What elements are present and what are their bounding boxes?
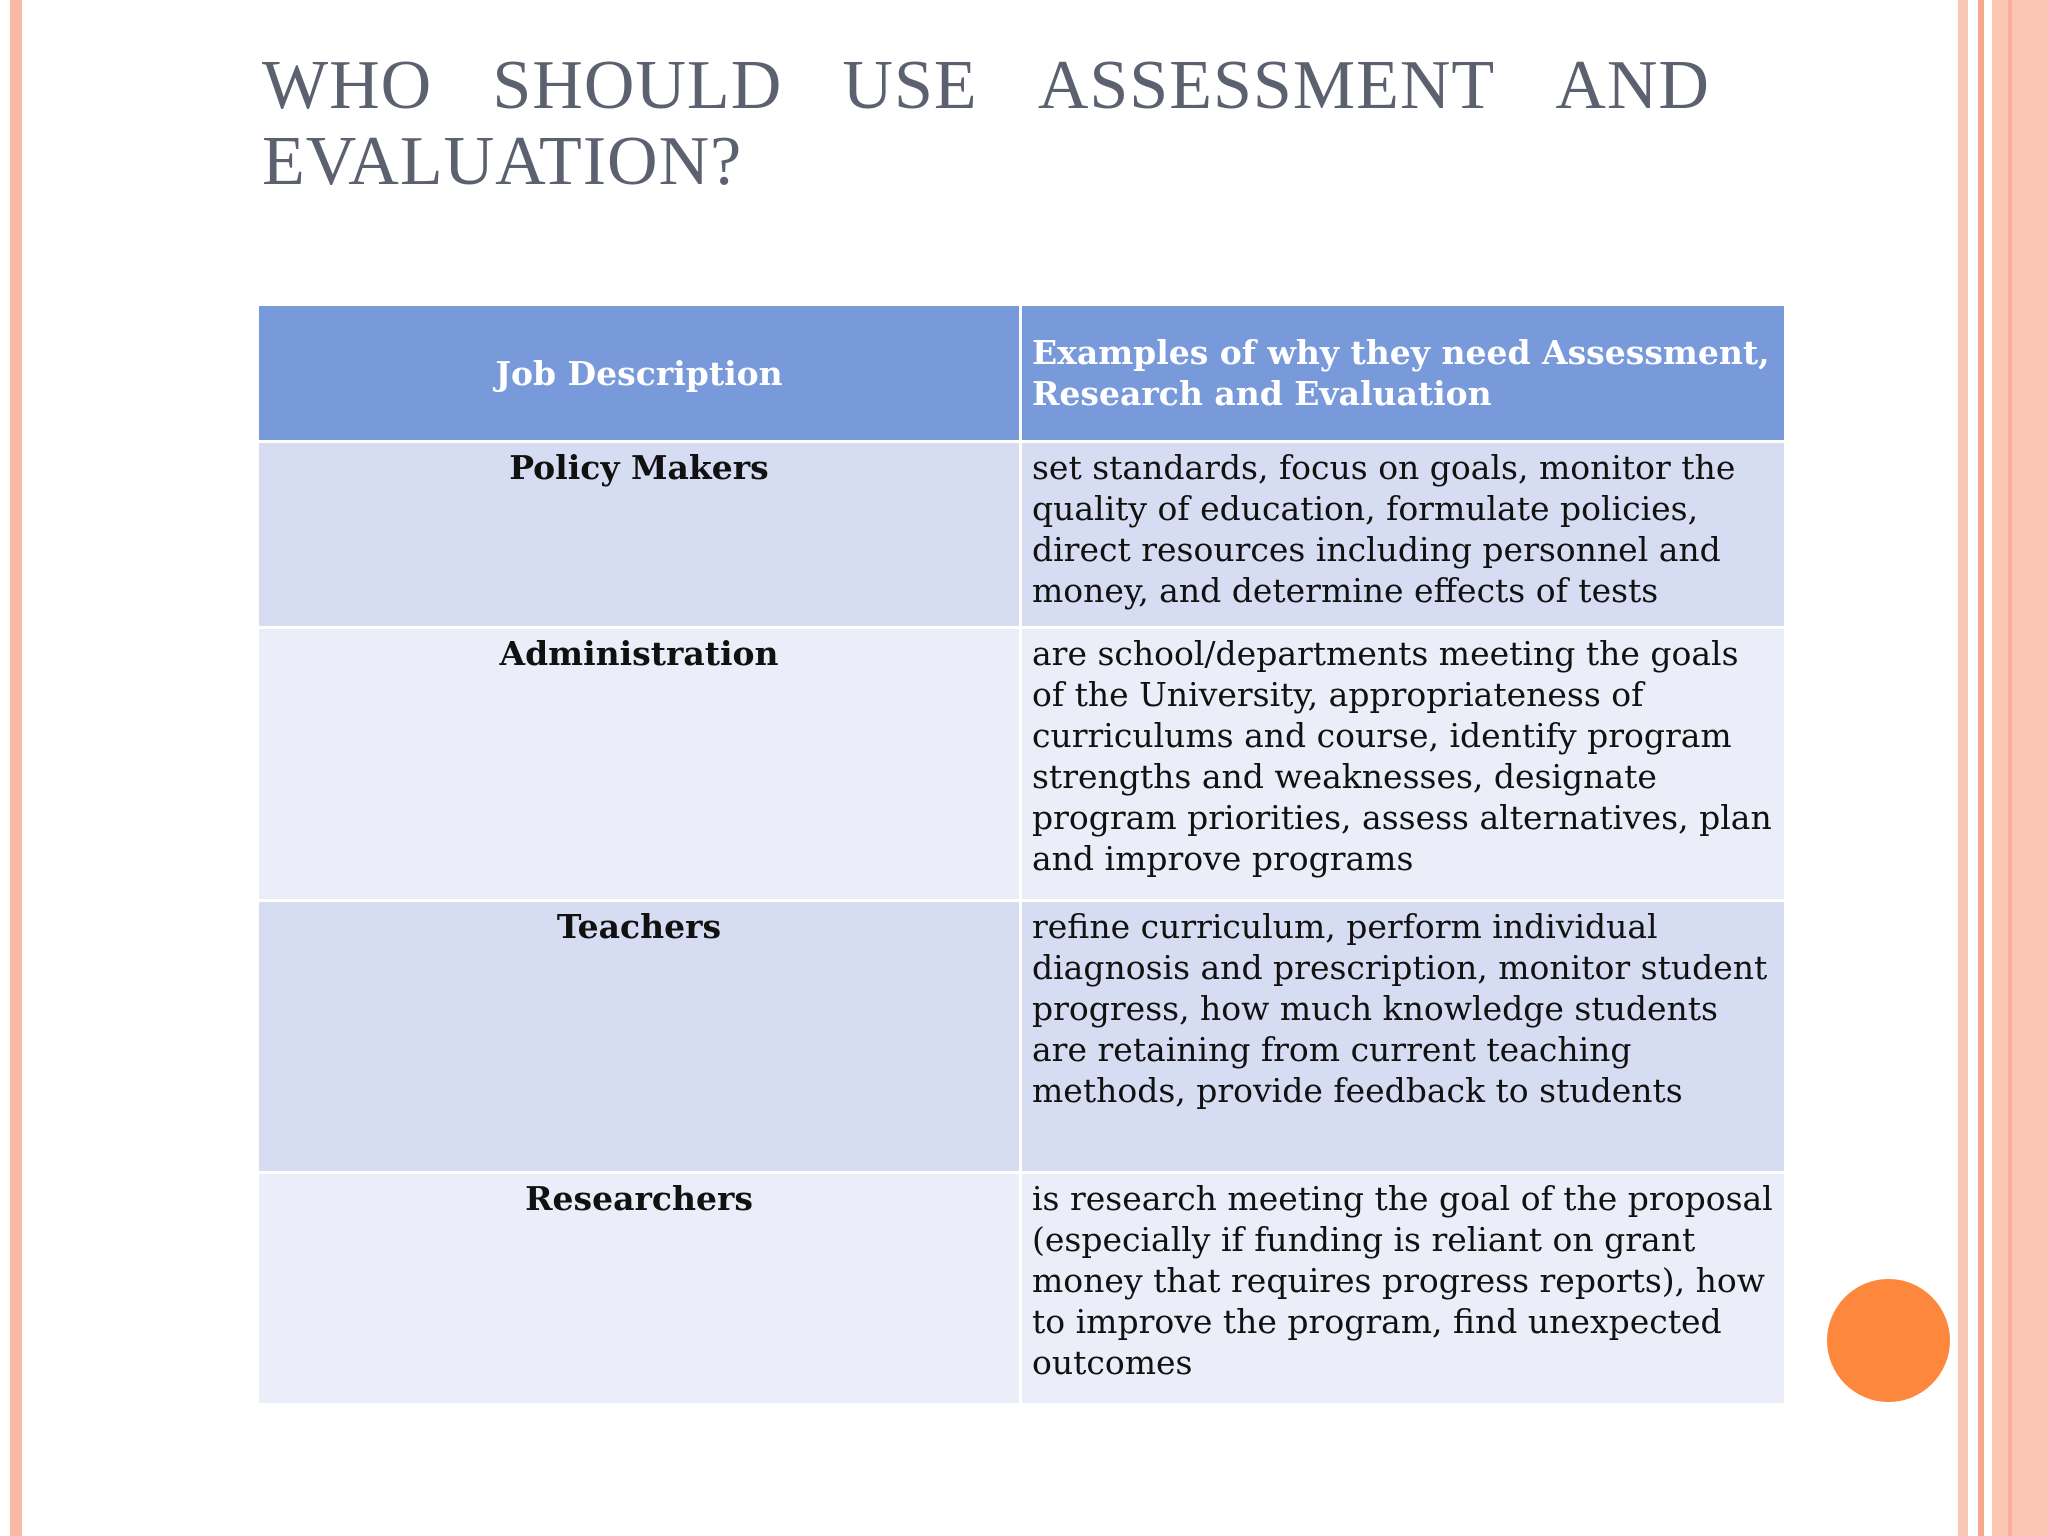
- title-word: WHO: [262, 47, 433, 124]
- right-accent-bar: [1978, 0, 1984, 1536]
- table-header-row: [259, 306, 1784, 440]
- description-cell: is research meeting the goal of the proposal (especially if funding is reliant on grant money that requires progress reports), how to improve the program, find unexpected outcomes: [1022, 1174, 1784, 1403]
- table-row: [259, 1174, 1784, 1403]
- slide-title-line-2: EVALUATION?: [262, 123, 743, 200]
- right-accent-bar: [2008, 0, 2012, 1536]
- role-cell: Policy Makers: [259, 443, 1019, 626]
- role-cell: Administration: [259, 629, 1019, 899]
- right-accent-bar: [1992, 0, 2048, 1536]
- header-examples: Examples of why they need Assessment, Research and Evaluation: [1022, 306, 1784, 440]
- description-cell: refine curriculum, perform individual diagnosis and prescription, monitor student progress, how much knowledge students are retaining from current teaching methods, provide feedback to students: [1022, 902, 1784, 1171]
- description-cell: set standards, focus on goals, monitor the quality of education, formulate policies, direct resources including personnel and money, and determine effects of tests: [1022, 443, 1784, 626]
- slide-title: [262, 48, 1710, 200]
- left-accent-stripe: [10, 0, 22, 1536]
- table-row: [259, 902, 1784, 1171]
- header-job-description: Job Description: [259, 306, 1019, 440]
- slide-title-line-1: [262, 48, 1710, 124]
- right-accent-bar: [1958, 0, 1968, 1536]
- table-row: [259, 629, 1784, 899]
- role-cell: Researchers: [259, 1174, 1019, 1403]
- title-word: USE: [842, 47, 978, 124]
- title-word: ASSESSMENT: [1037, 47, 1496, 124]
- title-word: SHOULD: [492, 47, 783, 124]
- decorative-circle: [1827, 1279, 1950, 1402]
- description-cell: are school/departments meeting the goals of the University, appropriateness of curriculums and course, identify program strengths and weaknesses, designate program priorities, assess alternatives, plan and improve programs: [1022, 629, 1784, 899]
- role-cell: Teachers: [259, 902, 1019, 1171]
- table-row: [259, 443, 1784, 626]
- assessment-table: [256, 303, 1787, 1406]
- title-word: AND: [1555, 47, 1710, 124]
